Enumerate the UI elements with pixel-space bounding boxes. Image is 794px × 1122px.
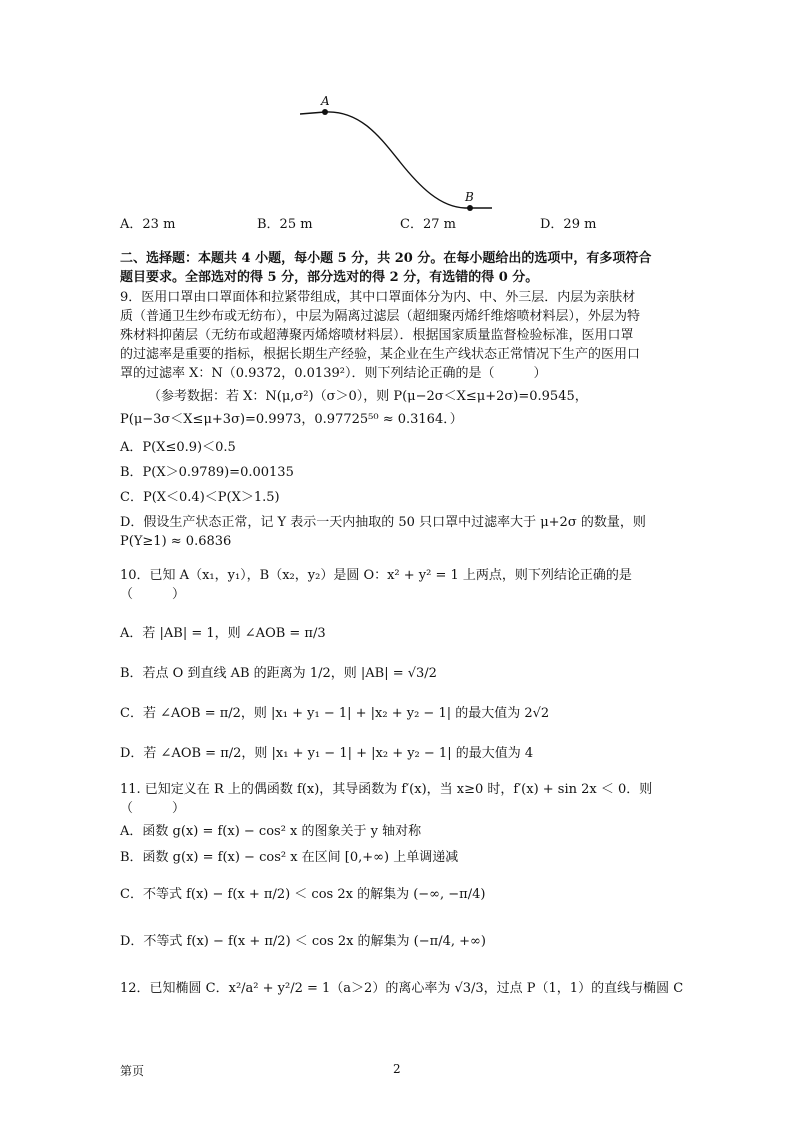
section2-heading-line2: 题目要求。全部选对的得 5 分，部分选对的得 2 分，有选错的得 0 分。	[120, 270, 539, 285]
q10-option-b: B．若点 O 到直线 AB 的距离为 1/2，则 |AB| = √3/2	[120, 666, 437, 681]
point-b	[467, 205, 473, 211]
q11-stem-line2: （ ）	[120, 801, 186, 816]
point-b-label: B	[465, 190, 474, 204]
page-number: 2	[393, 1062, 401, 1076]
q11-option-b: B．函数 g(x) = f(x) − cos² x 在区间 [0,+∞) 上单调递减	[120, 850, 459, 865]
section2-heading-line1: 二、选择题：本题共 4 小题，每小题 5 分，共 20 分。在每小题给出的选项中，有多项符合	[120, 251, 652, 266]
q9-option-d-cont: P(Y≥1) ≈ 0.6836	[120, 534, 232, 549]
q10-option-a: A．若 |AB| = 1，则 ∠AOB = π/3	[120, 626, 326, 641]
q11-option-c: C．不等式 f(x) − f(x + π/2) ＜ cos 2x 的解集为 (−∞, −π/4)	[120, 887, 486, 902]
curve-path	[300, 112, 492, 208]
point-a-label: A	[321, 94, 330, 108]
q9-stem-line1: 9．医用口罩由口罩面体和拉紧带组成，其中口罩面体分为内、中、外三层．内层为亲肤材	[120, 290, 636, 305]
q8-option-b: B．25 m	[257, 217, 313, 232]
q9-option-b: B．P(X＞0.9789)=0.00135	[120, 465, 294, 480]
q11-stem-line1: 11. 已知定义在 R 上的偶函数 f(x)，其导函数为 f′(x)，当 x≥0 时，f′(x) + sin 2x ＜ 0．则	[120, 782, 653, 797]
q9-stem-line2: 质（普通卫生纱布或无纺布），中层为隔离过滤层（超细聚丙烯纤维熔喷材料层），外层为特	[120, 309, 641, 324]
q10-option-d: D．若 ∠AOB = π/2，则 |x₁ + y₁ − 1| + |x₂ + y₂ − 1| 的最大值为 4	[120, 746, 534, 761]
q10-stem-line2: （ ）	[120, 587, 186, 602]
q9-stem-line5: 罩的过滤率 X：N（0.9372，0.0139²）．则下列结论正确的是（ ）	[120, 366, 547, 381]
q12-stem-line1: 12．已知椭圆 C．x²/a² + y²/2 = 1（a＞2）的离心率为 √3/3，过点 P（1，1）的直线与椭圆 C	[120, 981, 684, 996]
q9-reference-line1: （参考数据：若 X：N(μ,σ²)（σ＞0），则 P(μ−2σ＜X≤μ+2σ)=0.9545，	[148, 389, 588, 404]
q9-option-a: A．P(X≤0.9)＜0.5	[120, 440, 236, 455]
q9-reference-line2: P(μ−3σ＜X≤μ+3σ)=0.9973，0.97725⁵⁰ ≈ 0.3164．）	[120, 412, 463, 427]
point-a	[322, 109, 328, 115]
q10-stem-line1: 10．已知 A（x₁，y₁），B（x₂，y₂）是圆 O：x² + y² = 1 上两点，则下列结论正确的是	[120, 568, 632, 583]
q9-stem-line4: 的过滤率是重要的指标，根据长期生产经验，某企业在生产线状态正常情况下生产的医用口	[120, 347, 641, 362]
q11-option-d: D．不等式 f(x) − f(x + π/2) ＜ cos 2x 的解集为 (−π/4, +∞)	[120, 934, 486, 949]
footer-label: 第页	[120, 1064, 145, 1078]
q9-stem-line3: 殊材料抑菌层（无纺布或超薄聚丙烯熔喷材料层）．根据国家质量监督检验标准，医用口罩	[120, 328, 634, 343]
q11-option-a: A．函数 g(x) = f(x) − cos² x 的图象关于 y 轴对称	[120, 824, 422, 839]
q8-option-c: C．27 m	[400, 217, 456, 232]
q8-option-a: A．23 m	[120, 217, 176, 232]
q9-option-c: C．P(X＜0.4)＜P(X＞1.5)	[120, 490, 280, 505]
q8-option-d: D．29 m	[540, 217, 597, 232]
q10-option-c: C．若 ∠AOB = π/2，则 |x₁ + y₁ − 1| + |x₂ + y₂ − 1| 的最大值为 2√2	[120, 706, 550, 721]
q9-option-d: D．假设生产状态正常，记 Y 表示一天内抽取的 50 只口罩中过滤率大于 μ+2σ 的数量，则	[120, 515, 646, 530]
